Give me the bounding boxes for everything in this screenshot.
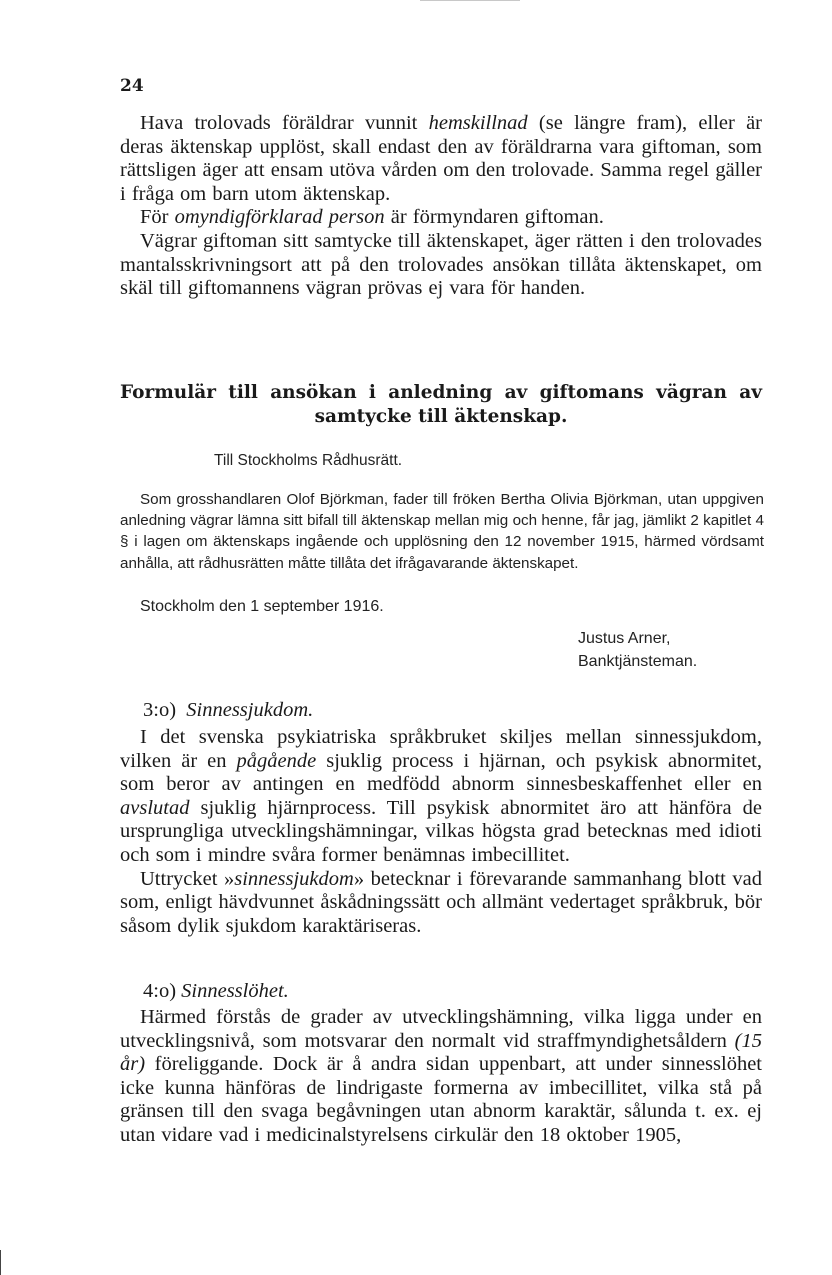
paragraph: I det svenska psykiatriska språkbruket skiljes mellan sinnessjukdom, vilken är en pågående sjuklig process i hjärnan, och psykisk abnormitet, som beror av antingen en medfödd abnorm sinnesbeskaffenhet eller en avslutad sjuklig hjärnprocess. Till psykisk abnormitet äro att hänföra de ursprungliga utvecklingshämningar, vilkas högsta grad betecknas med idioti och som i mindre svåra former benämnas imbecillitet. bbox=[120, 726, 762, 866]
form-signature bbox=[578, 627, 697, 673]
section-heading: 3:o) Sinnessjukdom. bbox=[143, 699, 314, 721]
form-date-line: Stockholm den 1 september 1916. bbox=[140, 598, 384, 615]
paragraph: Härmed förstås de grader av utvecklingshämning, vilka ligga under en utvecklingsnivå, som motsvarar den normalt vid straffmyndighetsåldern (15 år) föreliggande. Dock är å andra sidan uppenbart, att under sinnesslöhet icke kunna hänföras de lindrigaste formerna av imbecillitet, vilka stå på gränsen till den svaga begåvningen utan abnorm karaktär, sålunda t. ex. ej utan vidare vad i medicinalstyrelsens cirkulär den 18 oktober 1905, bbox=[120, 1006, 762, 1146]
paragraph: Uttrycket »sinnessjukdom» betecknar i förevarande sammanhang blott vad som, enligt hävdvunnet åskådningssätt och allmänt vedertaget språkbruk, bör såsom dylik sjukdom karaktäriseras. bbox=[120, 867, 763, 937]
section-body bbox=[120, 726, 762, 938]
section-heading: 4:o) Sinnesslöhet. bbox=[143, 980, 289, 1002]
section-body bbox=[120, 1006, 762, 1148]
form-heading bbox=[120, 381, 762, 429]
paragraph: Vägrar giftoman sitt samtycke till äktenskapet, äger rätten i den trolovades mantalsskrivningsort att på den trolovades ansökan tillåta äktenskapet, om skäl till giftomannens vägran prövas ej vara för handen. bbox=[120, 229, 762, 300]
scan-edge-mark bbox=[420, 0, 520, 1]
scan-edge-mark bbox=[0, 1250, 11, 1275]
heading-line: Formulär till ansökan i anledning av giftomans vägran av bbox=[120, 382, 762, 403]
form-letter-text: Som grosshandlaren Olof Björkman, fader till fröken Bertha Olivia Björkman, utan uppgiven anledning vägrar lämna sitt bifall till äktenskap mellan mig och henne, får jag, jämlikt 2 kapitlet 4 § i lagen om äktenskaps ingående och upplösning den 12 november 1915, härmed vördsamt anhålla, att rådhusrätten måtte tillåta det ifrågavarande äktenskapet. bbox=[120, 491, 764, 572]
page-number: 24 bbox=[120, 76, 144, 96]
heading-line: samtycke till äktenskap. bbox=[314, 406, 568, 427]
signature-title: Banktjänsteman. bbox=[578, 653, 698, 670]
signature-name: Justus Arner, bbox=[578, 630, 671, 647]
intro-section bbox=[120, 112, 762, 301]
paragraph: Hava trolovads föräldrar vunnit hemskillnad (se längre fram), eller är deras äktenskap upplöst, skall endast den av föräldrarna vara giftoman, som rättsligen äger att ensam utöva vården om den trolovade. Samma regel gäller i fråga om barn utom äktenskap. bbox=[120, 112, 762, 205]
paragraph: För omyndigförklarad person är förmyndaren giftoman. bbox=[140, 206, 604, 229]
form-addressee: Till Stockholms Rådhusrätt. bbox=[214, 452, 403, 469]
